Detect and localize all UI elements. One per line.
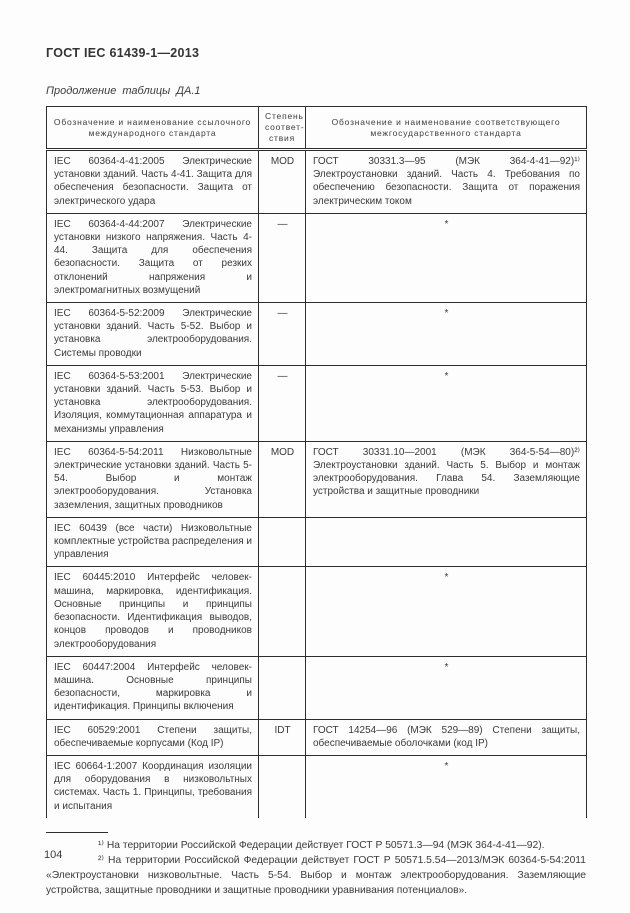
cell-reference-standard: IEC 60439 (все части) Низковольтные комплектные устройства распределения и управления xyxy=(47,517,259,567)
table-row xyxy=(47,719,587,755)
table-caption: Продолжение таблицы ДА.1 xyxy=(46,85,201,97)
cell-reference-standard: IEC 60364-4-41:2005 Электрические установки зданий. Часть 4-41. Защита для обеспечения безопасности. Защита от электрического удара xyxy=(47,150,259,214)
page-number: 104 xyxy=(44,849,63,861)
table-row xyxy=(47,303,587,366)
table-row xyxy=(47,150,587,214)
cell-interstate-standard: ГОСТ 30331.10—2001 (МЭК 364-5-54—80)²⁾ Электроустановки зданий. Часть 5. Выбор и монтаж электрооборудования. Глава 54. Заземляющие устройства и защитные проводники xyxy=(306,441,587,517)
cell-degree: IDT xyxy=(259,719,306,755)
table-row xyxy=(47,365,587,441)
cell-degree xyxy=(259,755,306,817)
cell-reference-standard: IEC 60664-1:2007 Координация изоляции для оборудования в низковольтных системах. Часть 1. Принципы, требования и испытания xyxy=(47,755,259,817)
cell-interstate-standard xyxy=(306,517,587,567)
cell-degree: — xyxy=(259,213,306,302)
cell-reference-standard: IEC 60364-5-54:2011 Низковольтные электрические установки зданий. Часть 5-54. Выбор и монтаж электрооборудования. Установка заземления, защитных проводников xyxy=(47,441,259,517)
cell-degree xyxy=(259,656,306,719)
cell-interstate-standard: ГОСТ 30331.3—95 (МЭК 364-4-41—92)¹⁾ Электроустановки зданий. Часть 4. Требования по обеспечению безопасности. Защита от поражения электрическим током xyxy=(306,150,587,214)
cell-degree: — xyxy=(259,303,306,366)
cell-interstate-standard: * xyxy=(306,365,587,441)
cell-interstate-standard: * xyxy=(306,656,587,719)
header-interstate-standard: Обозначение и наименование соответствующего межгосударственного стандарта xyxy=(306,107,587,150)
footnote: ¹⁾ На территории Российской Федерации действует ГОСТ Р 50571.3—94 (МЭК 364-4-41—92). xyxy=(98,839,545,851)
doc-header: ГОСТ IEC 61439-1—2013 xyxy=(46,46,200,60)
header-reference-standard: Обозначение и наименование ссылочного международного стандарта xyxy=(47,107,259,150)
table-row xyxy=(47,656,587,719)
cell-reference-standard: IEC 60364-5-52:2009 Электрические установки зданий. Часть 5-52. Выбор и установка электрооборудования. Системы проводки xyxy=(47,303,259,366)
footnote: ²⁾ На территории Российской Федерации действует ГОСТ Р 50571.5.54—2013/МЭК 60364-5-54:2011 «Электроустановки низковольтные. Часть 5-54. Выбор и монтаж электрооборудования. Заземляющие устройства, защитные проводники и защитные проводники уравнивания потенциалов». xyxy=(46,854,586,896)
table-header-row xyxy=(47,107,587,150)
table-row xyxy=(47,567,587,656)
cell-degree: — xyxy=(259,365,306,441)
footnote-separator xyxy=(46,832,108,833)
cell-interstate-standard: * xyxy=(306,213,587,302)
table-row xyxy=(47,755,587,817)
table-row xyxy=(47,441,587,517)
cell-reference-standard: IEC 60445:2010 Интерфейс человек-машина, маркировка, идентификация. Основные принципы и принципы безопасности. Идентификация выводов, концов проводов и проводников электрооборудования xyxy=(47,567,259,656)
correspondence-table xyxy=(46,106,587,818)
cell-interstate-standard: * xyxy=(306,755,587,817)
cell-degree: MOD xyxy=(259,150,306,214)
cell-reference-standard: IEC 60364-5-53:2001 Электрические установки зданий. Часть 5-53. Выбор и установка электрооборудования. Изоляция, коммутационная аппаратура и механизмы управления xyxy=(47,365,259,441)
header-degree: Степень соответ- ствия xyxy=(259,107,306,150)
footnotes-block xyxy=(46,838,586,898)
cell-interstate-standard: * xyxy=(306,567,587,656)
cell-reference-standard: IEC 60364-4-44:2007 Электрические установки низкого напряжения. Часть 4-44. Защита для обеспечения безопасности. Защита от резких отклонений напряжения и электромагнитных возмущений xyxy=(47,213,259,302)
cell-interstate-standard: * xyxy=(306,303,587,366)
cell-reference-standard: IEC 60529:2001 Степени защиты, обеспечиваемые корпусами (Код IP) xyxy=(47,719,259,755)
table-row xyxy=(47,213,587,302)
cell-interstate-standard: ГОСТ 14254—96 (МЭК 529—89) Степени защиты, обеспечиваемые оболочками (код IP) xyxy=(306,719,587,755)
cell-degree: MOD xyxy=(259,441,306,517)
cell-degree xyxy=(259,517,306,567)
cell-degree xyxy=(259,567,306,656)
cell-reference-standard: IEC 60447:2004 Интерфейс человек-машина. Основные принципы безопасности, маркировка и идентификация. Принципы включения xyxy=(47,656,259,719)
table-row xyxy=(47,517,587,567)
